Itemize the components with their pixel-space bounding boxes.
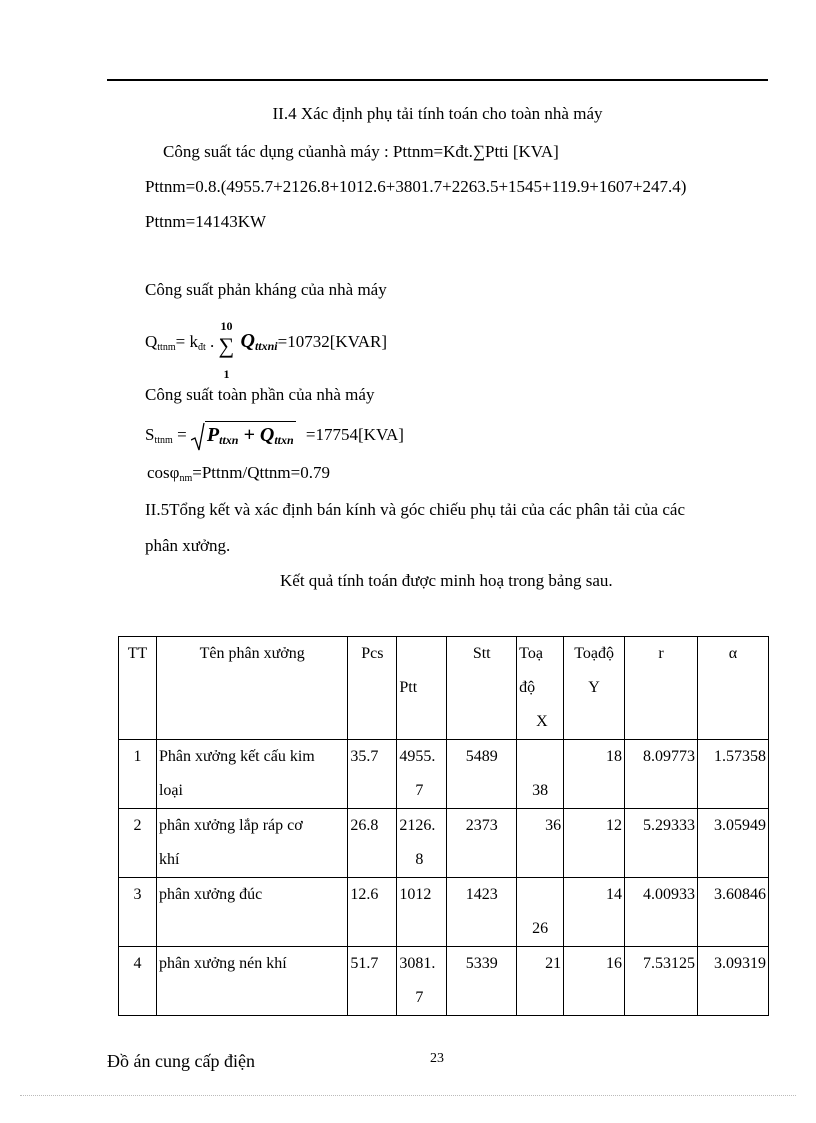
q-term-2: Q bbox=[259, 424, 275, 447]
row-tt: 2 bbox=[119, 809, 157, 878]
plus-sign: + bbox=[238, 424, 260, 447]
row-tt: 4 bbox=[119, 947, 157, 1016]
row-pcs: 12.6 bbox=[348, 878, 397, 947]
s-result: =17754[KVA] bbox=[305, 425, 404, 444]
row-r: 4.00933 bbox=[625, 878, 698, 947]
k-subscript: đt bbox=[197, 341, 206, 353]
table-row bbox=[119, 947, 769, 1016]
row-tt: 3 bbox=[119, 878, 157, 947]
row-ptt: 4955. 7 bbox=[397, 740, 447, 809]
row-tt: 1 bbox=[119, 740, 157, 809]
p-term-subscript: ttxn bbox=[219, 433, 239, 448]
row-stt: 1423 bbox=[447, 878, 517, 947]
apparent-power-label: Công suất toàn phần của nhà máy bbox=[145, 385, 375, 404]
reactive-power-label: Công suất phản kháng của nhà máy bbox=[145, 280, 387, 299]
row-ptt: 2126. 8 bbox=[397, 809, 447, 878]
sum-upper-limit: 10 bbox=[220, 319, 233, 333]
cos-rest: =Pttnm/Qttnm=0.79 bbox=[192, 463, 330, 482]
pttnm-formula: Pttnm=0.8.(4955.7+2126.8+1012.6+3801.7+2263.5+1545+119.9+1607+247.4) bbox=[145, 177, 687, 196]
row-stt: 5339 bbox=[447, 947, 517, 1016]
table-row bbox=[119, 740, 769, 809]
row-name: phân xưởng nén khí bbox=[156, 947, 347, 1016]
row-alpha: 3.09319 bbox=[697, 947, 768, 1016]
row-y: 16 bbox=[564, 947, 625, 1016]
row-pcs: 35.7 bbox=[348, 740, 397, 809]
row-y: 12 bbox=[564, 809, 625, 878]
row-pcs: 26.8 bbox=[348, 809, 397, 878]
row-stt: 5489 bbox=[447, 740, 517, 809]
row-ptt: 3081. 7 bbox=[397, 947, 447, 1016]
section-title: II.4 Xác định phụ tải tính toán cho toàn nhà máy bbox=[272, 104, 603, 123]
row-x: 36 bbox=[517, 809, 564, 878]
row-alpha: 3.05949 bbox=[697, 809, 768, 878]
section-2-line-1: II.5Tổng kết và xác định bán kính và góc chiếu phụ tải của các phân tải của các bbox=[145, 500, 685, 519]
s-formula bbox=[145, 418, 404, 458]
row-name: phân xưởng lắp ráp cơ khí bbox=[156, 809, 347, 878]
section-2-line-2: phân xưởng. bbox=[145, 536, 231, 555]
cos-subscript: nm bbox=[179, 473, 193, 484]
cos-prefix: cosφ bbox=[147, 463, 180, 482]
q-term: Q bbox=[240, 329, 255, 352]
row-alpha: 1.57358 bbox=[697, 740, 768, 809]
q-result: =10732[KVAR] bbox=[277, 331, 388, 351]
row-x: 26 bbox=[517, 878, 564, 947]
sum-symbol: ∑ bbox=[218, 333, 235, 358]
page-number: 23 bbox=[430, 1051, 444, 1066]
footer-title: Đồ án cung cấp điện bbox=[107, 1051, 255, 1071]
header-ptt: Ptt bbox=[397, 637, 447, 740]
row-alpha: 3.60846 bbox=[697, 878, 768, 947]
header-stt: Stt bbox=[447, 637, 517, 740]
results-table bbox=[118, 636, 769, 1016]
bottom-dotted-divider bbox=[20, 1095, 796, 1096]
row-x: 21 bbox=[517, 947, 564, 1016]
row-r: 5.29333 bbox=[625, 809, 698, 878]
q-term-2-subscript: ttxn bbox=[274, 433, 294, 448]
header-tt: TT bbox=[119, 637, 157, 740]
table-caption: Kết quả tính toán được minh hoạ trong bảng sau. bbox=[280, 571, 613, 590]
pttnm-result: Pttnm=14143KW bbox=[145, 212, 267, 231]
row-name: phân xưởng đúc bbox=[156, 878, 347, 947]
header-name: Tên phân xưởng bbox=[156, 637, 347, 740]
header-r: r bbox=[625, 637, 698, 740]
row-x: 38 bbox=[517, 740, 564, 809]
sum-block bbox=[218, 319, 241, 381]
row-name: Phân xưởng kết cấu kim loại bbox=[156, 740, 347, 809]
row-stt: 2373 bbox=[447, 809, 517, 878]
sqrt-icon bbox=[191, 422, 205, 452]
row-pcs: 51.7 bbox=[348, 947, 397, 1016]
s-subscript: ttnm bbox=[154, 435, 173, 446]
q-term-subscript: ttxni bbox=[254, 338, 278, 353]
q-dot: . bbox=[205, 331, 219, 351]
sqrt-sign bbox=[191, 419, 296, 453]
table-header-row bbox=[119, 637, 769, 740]
sum-lower-limit: 1 bbox=[223, 367, 230, 381]
row-ptt: 1012 bbox=[397, 878, 447, 947]
q-formula bbox=[145, 319, 388, 381]
q-symbol: Q bbox=[145, 331, 158, 351]
header-y: Toạđộ Y bbox=[564, 637, 625, 740]
row-y: 18 bbox=[564, 740, 625, 809]
cos-formula bbox=[147, 463, 330, 484]
table-row bbox=[119, 878, 769, 947]
s-equals: = bbox=[172, 425, 191, 444]
row-r: 7.53125 bbox=[625, 947, 698, 1016]
table-row bbox=[119, 809, 769, 878]
header-rule bbox=[107, 79, 768, 81]
active-power-label: Công suất tác dụng củanhà máy : Pttnm=Kđt.∑Ptti [KVA] bbox=[163, 142, 559, 161]
header-pcs: Pcs bbox=[348, 637, 397, 740]
row-r: 8.09773 bbox=[625, 740, 698, 809]
row-y: 14 bbox=[564, 878, 625, 947]
p-term: P bbox=[206, 424, 220, 447]
q-subscript: ttnm bbox=[157, 341, 176, 353]
q-equals: = k bbox=[175, 331, 198, 351]
header-x: Toạ độ X bbox=[517, 637, 564, 740]
header-alpha: α bbox=[697, 637, 768, 740]
s-symbol: S bbox=[145, 425, 155, 444]
